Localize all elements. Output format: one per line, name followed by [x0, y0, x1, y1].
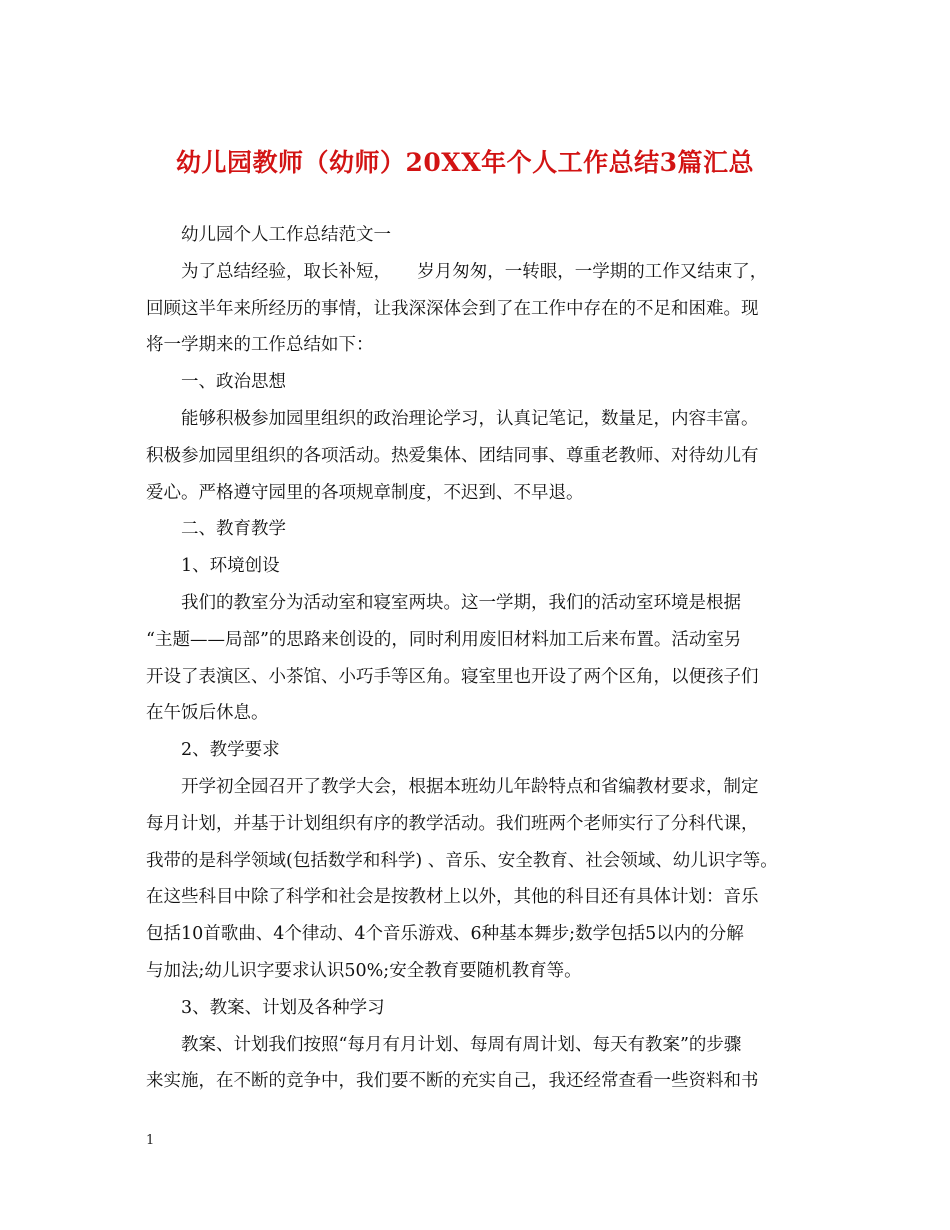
text-line: 在这些科目中除了科学和社会是按教材上以外，其他的科目还有具体计划：音乐 [146, 887, 759, 908]
text-line: 能够积极参加园里组织的政治理论学习，认真记笔记，数量足，内容丰富。 [181, 408, 759, 429]
text-line: 2、教学要求 [181, 740, 280, 761]
text-line: 二、教育教学 [181, 519, 286, 540]
text-line: 将一学期来的工作总结如下： [146, 335, 374, 356]
text-line: 教案、计划我们按照“每月有月计划、每周有周计划、每天有教案”的步骤 [181, 1034, 742, 1055]
text-line: 来实施，在不断的竞争中，我们要不断的充实自己，我还经常查看一些资料和书 [146, 1071, 759, 1092]
text-line: 与加法;幼儿识字要求认识50%;安全教育要随机教育等。 [146, 960, 582, 981]
page-number: 1 [146, 1133, 155, 1148]
text-line: 幼儿园个人工作总结范文一 [181, 225, 391, 245]
text-line: “主题——局部”的思路来创设的，同时利用废旧材料加工后来布置。活动室另 [146, 629, 742, 650]
text-line: 3、教案、计划及各种学习 [181, 997, 385, 1018]
text-line: 开设了表演区、小茶馆、小巧手等区角。寝室里也开设了两个区角，以便孩子们 [146, 666, 759, 687]
text-line: 每月计划，并基于计划组织有序的教学活动。我们班两个老师实行了分科代课， [146, 813, 759, 834]
text-line: 我们的教室分为活动室和寝室两块。这一学期，我们的活动室环境是根据 [181, 592, 741, 613]
text-line: 我带的是科学领域(包括数学和科学) 、音乐、安全教育、社会领域、幼儿识字等。 [146, 850, 778, 871]
text-line: 积极参加园里组织的各项活动。热爱集体、团结同事、尊重老教师、对待幼儿有 [146, 445, 759, 466]
document-body [146, 217, 836, 1100]
document-title: 幼儿园教师（幼师）20XX年个人工作总结3篇汇总 [176, 148, 754, 177]
text-line: 一、政治思想 [181, 372, 286, 393]
text-line: 为了总结经验，取长补短， 岁月匆匆，一转眼，一学期的工作又结束了， [181, 261, 768, 282]
text-line: 1、环境创设 [181, 556, 280, 577]
text-line: 爱心。严格遵守园里的各项规章制度，不迟到、不早退。 [146, 482, 584, 503]
text-line: 包括10首歌曲、4个律动、4个音乐游戏、6种基本舞步;数学包括5以内的分解 [146, 924, 744, 945]
text-line: 在午饭后休息。 [146, 703, 269, 724]
text-line: 回顾这半年来所经历的事情，让我深深体会到了在工作中存在的不足和困难。现 [146, 298, 759, 319]
text-line: 开学初全园召开了教学大会，根据本班幼儿年龄特点和省编教材要求，制定 [181, 776, 759, 797]
